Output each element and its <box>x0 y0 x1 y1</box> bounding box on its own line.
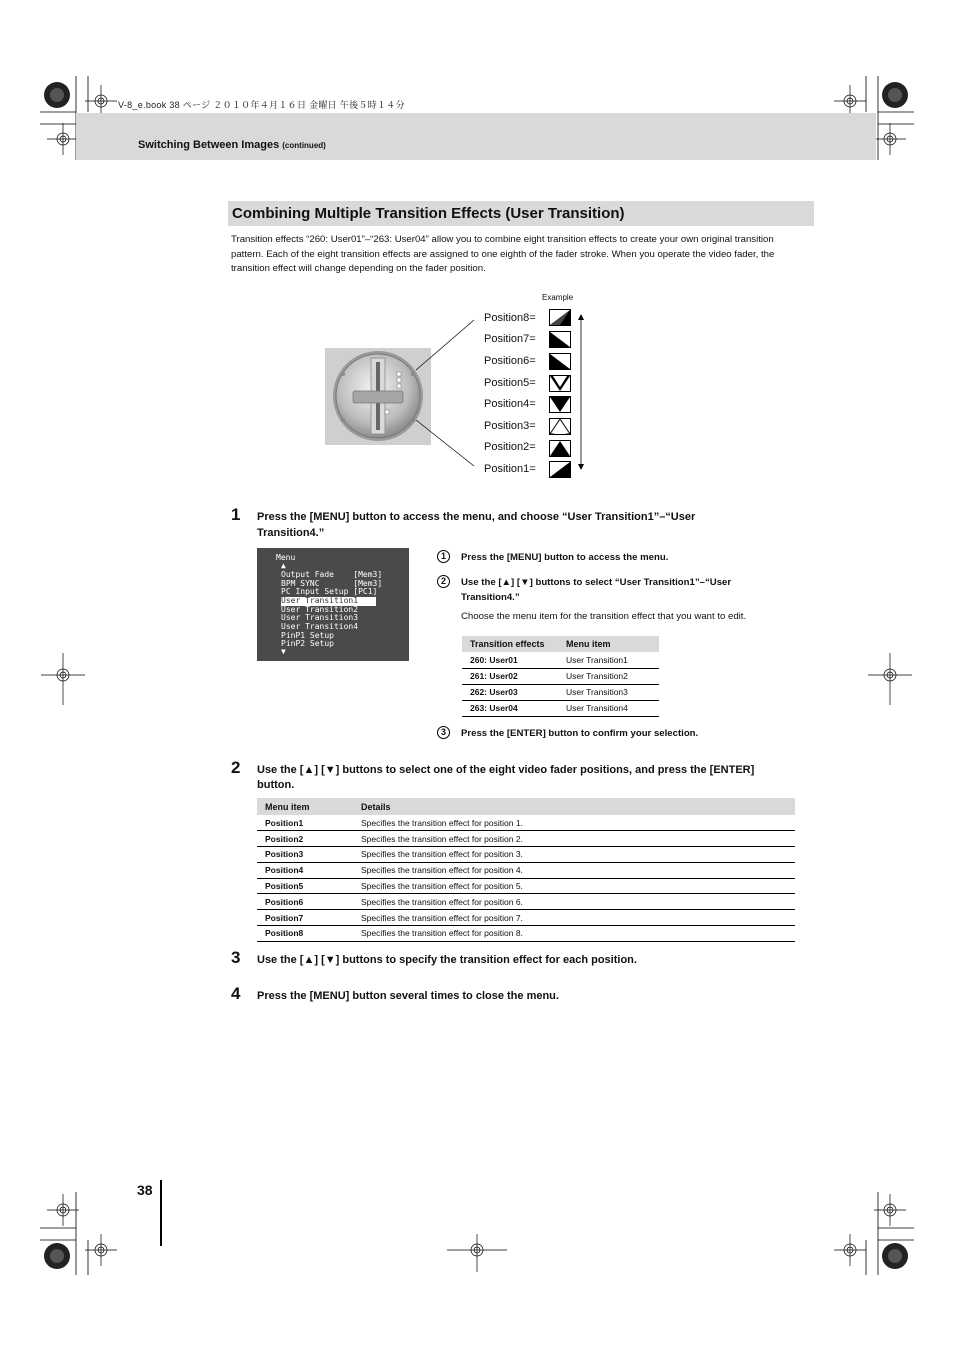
down-arrow-icon: ▼ <box>520 577 530 588</box>
page-number-bar <box>160 1180 162 1246</box>
step-number: 4 <box>231 984 241 1003</box>
substep-text: Press the [ENTER] button to confirm your selection. <box>461 728 699 739</box>
transition-icon <box>549 353 571 370</box>
table-cell: User Transition4 <box>558 700 659 716</box>
menu-screen-line: Output Fade [Mem3] <box>281 570 383 579</box>
transition-icon <box>549 461 571 478</box>
down-arrow-icon: ▼ <box>324 954 336 966</box>
text-part: ] [ <box>511 577 521 588</box>
transition-icon <box>549 418 571 435</box>
transition-table <box>462 636 659 717</box>
table-cell: Specifies the transition effect for position 1. <box>353 815 795 831</box>
substep-number: 2 <box>437 575 450 588</box>
file-note: V-8_e.book 38 ページ ２０１０年４月１６日 金曜日 午後５時１４分 <box>118 100 405 110</box>
substep-text-cont: Transition4.” <box>461 592 520 603</box>
step-text: Press the [MENU] button several times to close the menu. <box>257 990 559 1002</box>
header-title-text: Switching Between Images <box>138 139 280 151</box>
substep-desc: Choose the menu item for the transition effect that you want to edit. <box>461 611 747 622</box>
down-arrow-icon: ▼ <box>324 764 336 776</box>
step-text <box>257 762 802 778</box>
menu-screen-line: Menu <box>276 553 296 562</box>
table-cell: Specifies the transition effect for position 7. <box>353 910 795 926</box>
menu-screen-line: User Transition3 <box>281 613 359 622</box>
table-cell: 261: User02 <box>462 668 558 684</box>
up-arrow-icon: ▲ <box>303 764 315 776</box>
substep-text <box>461 577 731 588</box>
table-header: Menu item <box>558 636 659 652</box>
text-part: ] [ <box>314 764 325 776</box>
menu-screen-line: User Transition2 <box>281 605 359 614</box>
position-table <box>257 798 795 942</box>
up-arrow-icon: ▲ <box>501 577 512 588</box>
menu-screen-line: User Transition4 <box>281 622 359 631</box>
table-cell: Position4 <box>257 862 353 878</box>
position-label: Position4= <box>484 398 536 410</box>
table-header: Menu item <box>257 798 353 815</box>
table-cell: Specifies the transition effect for position 4. <box>353 862 795 878</box>
substep-text: Press the [MENU] button to access the menu. <box>461 552 669 563</box>
page-number: 38 <box>137 1182 153 1198</box>
table-cell: Specifies the transition effect for position 6. <box>353 894 795 910</box>
position-label: Position5= <box>484 377 536 389</box>
substep-number: 3 <box>437 726 450 739</box>
text-part: Use the [ <box>257 764 304 776</box>
text-part: ] buttons to select “User Transition1”–“User <box>529 577 732 588</box>
position-label: Position2= <box>484 441 536 453</box>
step-text: Press the [MENU] button to access the menu, and choose “User Transition1”–“User Transition4.” <box>257 511 696 539</box>
table-cell: Position2 <box>257 831 353 847</box>
step-number: 2 <box>231 758 241 777</box>
substep-number: 1 <box>437 550 450 563</box>
table-cell: Position8 <box>257 926 353 942</box>
position-label: Position7= <box>484 333 536 345</box>
transition-icon <box>549 309 571 326</box>
step-text <box>257 952 637 968</box>
menu-screen-line: ▲ <box>281 561 286 570</box>
table-cell: User Transition2 <box>558 668 659 684</box>
text-part: Use the [ <box>461 577 502 588</box>
position-label: Position3= <box>484 420 536 432</box>
menu-screen-line: PC Input Setup [PC1] <box>281 587 378 596</box>
text-part: Use the [ <box>257 954 304 966</box>
table-cell: Position1 <box>257 815 353 831</box>
table-cell: Specifies the transition effect for position 8. <box>353 926 795 942</box>
table-cell: Position5 <box>257 878 353 894</box>
step-text-cont: button. <box>257 779 295 791</box>
table-cell: Specifies the transition effect for position 2. <box>353 831 795 847</box>
table-header: Transition effects <box>462 636 558 652</box>
table-cell: User Transition1 <box>558 652 659 668</box>
menu-screen-line: ▼ <box>281 647 286 656</box>
text-part: ] buttons to select one of the eight video fader positions, and press the [ENTER] <box>335 764 755 776</box>
table-cell: Position3 <box>257 847 353 863</box>
table-header: Details <box>353 798 795 815</box>
example-label: Example <box>542 293 574 302</box>
text-part: ] buttons to specify the transition effect for each position. <box>335 954 637 966</box>
intro-paragraph: Transition effects “260: User01”–“263: User04” allow you to combine eight transition effects to create your own original transition pattern. Each of the eight transition effects are assigned to one eighth of the fader stroke. When you operate the video fader, the transition effect will change depending on the fader position. <box>231 234 775 275</box>
table-cell: Position7 <box>257 910 353 926</box>
header-suffix: (continued) <box>282 141 326 150</box>
menu-screen-line: PinP2 Setup <box>281 639 334 648</box>
up-arrow-icon: ▲ <box>303 954 315 966</box>
position-label: Position8= <box>484 312 536 324</box>
position-label: Position1= <box>484 463 536 475</box>
menu-screen <box>257 548 409 661</box>
menu-screen-line: BPM SYNC [Mem3] <box>281 579 383 588</box>
transition-icon <box>549 331 571 348</box>
table-cell: Position6 <box>257 894 353 910</box>
menu-screen-line-selected: User Transition1 <box>281 597 376 606</box>
transition-icon <box>549 440 571 457</box>
table-cell: 262: User03 <box>462 684 558 700</box>
table-cell: 260: User01 <box>462 652 558 668</box>
table-cell: 263: User04 <box>462 700 558 716</box>
table-cell: User Transition3 <box>558 684 659 700</box>
transition-icon <box>549 396 571 413</box>
text-part: ] [ <box>314 954 325 966</box>
step-number: 1 <box>231 505 241 524</box>
position-label: Position6= <box>484 355 536 367</box>
section-title: Combining Multiple Transition Effects (User Transition) <box>228 201 814 226</box>
transition-icon <box>549 375 571 392</box>
menu-screen-line: PinP1 Setup <box>281 631 334 640</box>
step-number: 3 <box>231 948 241 967</box>
table-cell: Specifies the transition effect for position 5. <box>353 878 795 894</box>
table-cell: Specifies the transition effect for position 3. <box>353 847 795 863</box>
